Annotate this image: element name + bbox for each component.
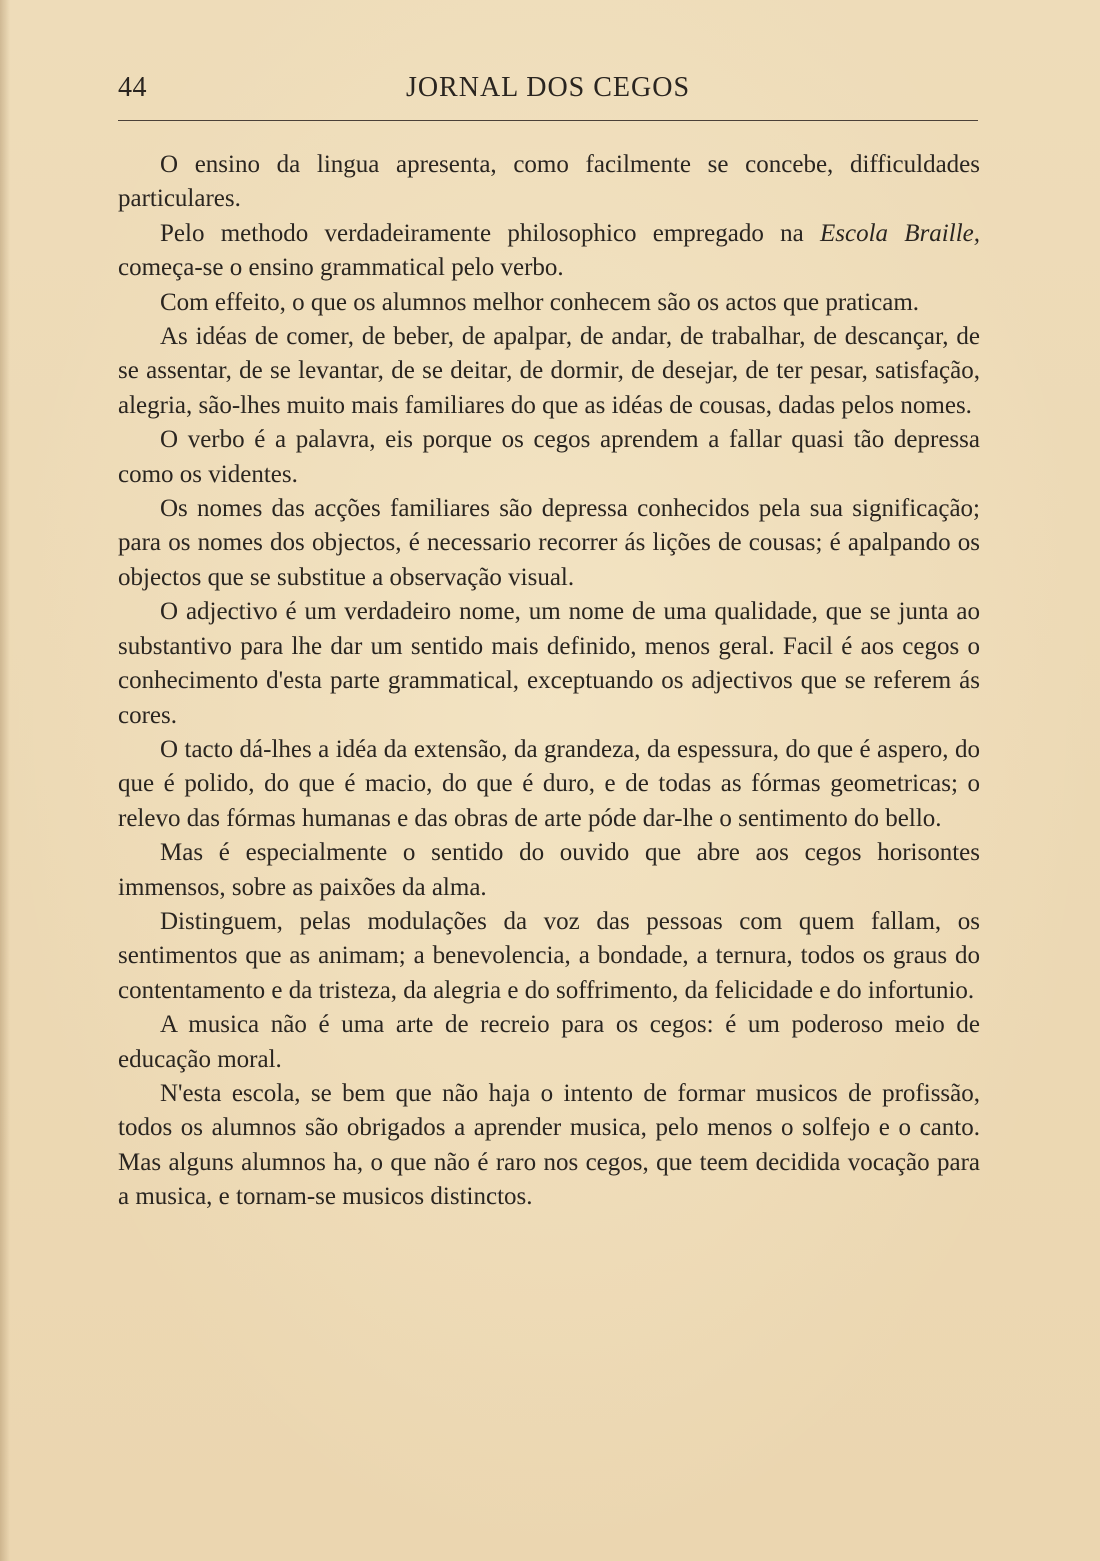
paragraph: O ensino da lingua apresenta, como facilmente se concebe, difficuldades particulares. (118, 151, 980, 213)
italic-school-name: Escola Braille, (819, 219, 980, 247)
page-number: 44 (118, 72, 147, 103)
running-title: JORNAL DOS CEGOS (405, 72, 691, 103)
paragraph (118, 217, 980, 286)
header-rule (118, 120, 978, 121)
page-header (118, 72, 978, 112)
paragraph-text: começa-se o ensino grammatical pelo verbo. (118, 254, 564, 282)
body-text (118, 148, 980, 1215)
paragraph-text: Pelo methodo verdadeiramente philosophico empregado na (160, 219, 820, 247)
paragraph: O tacto dá-lhes a idéa da extensão, da grandeza, da espessura, do que é aspero, do que é polido, do que é macio, do que é duro, e de todas as fórmas geometricas; o relevo das fórmas humanas e das obras de arte póde dar-lhe o sentimento do bello. (118, 735, 980, 832)
paragraph: A musica não é uma arte de recreio para os cegos: é um poderoso meio de educação moral. (118, 1011, 980, 1073)
page-left-edge (0, 0, 10, 1561)
paragraph: Distinguem, pelas modulações da voz das pessoas com quem fallam, os sentimentos que as animam; a benevolencia, a bondade, a ternura, todos os graus do contentamento e da tristeza, da alegria e do soffrimento, da felicidade e do infortunio. (118, 907, 980, 1004)
paragraph: O adjectivo é um verdadeiro nome, um nome de uma qualidade, que se junta ao substantivo para lhe dar um sentido mais definido, menos geral. Facil é aos cegos o conhecimento d'esta parte grammatical, exceptuando os adjectivos que se referem ás cores. (118, 598, 980, 729)
paragraph: Mas é especialmente o sentido do ouvido que abre aos cegos horisontes immensos, sobre as paixões da alma. (118, 839, 980, 901)
paragraph: O verbo é a palavra, eis porque os cegos aprendem a fallar quasi tão depressa como os videntes. (118, 426, 980, 488)
paragraph: N'esta escola, se bem que não haja o intento de formar musicos de profissão, todos os alumnos são obrigados a aprender musica, pelo menos o solfejo e o canto. Mas alguns alumnos ha, o que não é raro nos cegos, que teem decidida vocação para a musica, e tornam-se musicos distinctos. (118, 1079, 980, 1211)
paragraph: As idéas de comer, de beber, de apalpar, de andar, de trabalhar, de descançar, de se assentar, de se levantar, de se deitar, de dormir, de desejar, de ter pesar, satisfação, alegria, são-lhes muito mais familiares do que as idéas de cousas, dadas pelos nomes. (118, 323, 980, 419)
paragraph: Com effeito, o que os alumnos melhor conhecem são os actos que praticam. (160, 288, 920, 316)
paragraph: Os nomes das acções familiares são depressa conhecidos pela sua significação; para os nomes dos objectos, é necessario recorrer ás lições de cousas; é apalpando os objectos que se substitue a observação visual. (118, 495, 980, 591)
